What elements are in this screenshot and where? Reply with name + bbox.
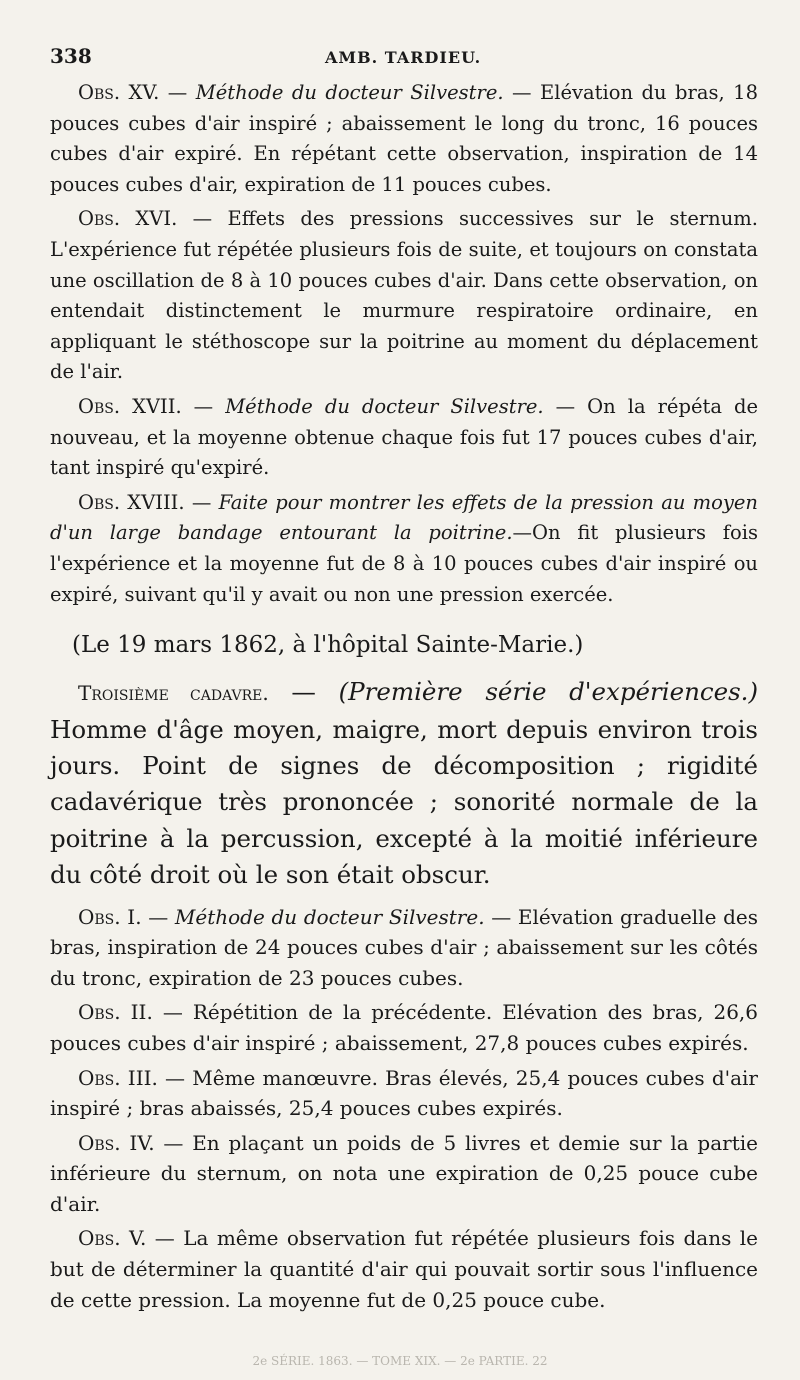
- observation-paragraph: Obs. III. — Même manœuvre. Bras élevés, 25,4 pouces cubes d'air inspiré ; bras abaissés, 25,4 pouces cubes expirés.: [50, 1065, 758, 1121]
- third-cadaver-paragraph: Troisième cadavre. — (Première série d'expériences.) Homme d'âge moyen, maigre, mort depuis environ trois jours. Point de signes de décomposition ; rigidité cadavérique très prononcée ; sonorité normale de la poitrine à la percussion, excepté à la moitié inférieure du côté droit où le son était obscur.: [50, 677, 759, 890]
- running-head: AMB. TARDIEU.: [325, 48, 482, 67]
- date-heading: (Le 19 mars 1862, à l'hôpital Sainte-Marie.): [72, 632, 584, 659]
- observation-paragraph: Obs. II. — Répétition de la précédente. Elévation des bras, 26,6 pouces cubes d'air inspiré ; abaissement, 27,8 pouces cubes expirés.: [50, 1000, 758, 1055]
- bleed-through-footer: 2e SÉRIE. 1863. — TOME XIX. — 2e PARTIE. 22: [252, 1354, 548, 1368]
- observation-paragraph: Obs. I. — Méthode du docteur Silvestre. — Elévation graduelle des bras, inspiration de 24 pouces cubes d'air ; abaissement sur les côtés du tronc, expiration de 23 pouces cubes.: [50, 904, 758, 990]
- observation-paragraph: Obs. V. — La même observation fut répétée plusieurs fois dans le but de déterminer la quantité d'air qui pouvait sortir sous l'influence de cette pression. La moyenne fut de 0,25 pouce cube.: [50, 1226, 758, 1312]
- page-number: 338: [50, 44, 92, 68]
- observation-paragraph: Obs. XVIII. — Faite pour montrer les effets de la pression au moyen d'un large bandage entourant la poitrine.—On fit plusieurs fois l'expérience et la moyenne fut de 8 à 10 pouces cubes d'air inspiré ou expiré, suivant qu'il y avait ou non une pression exercée.: [50, 490, 758, 606]
- observation-paragraph: Obs. XVII. — Méthode du docteur Silvestre. — On la répéta de nouveau, et la moyenne obtenue chaque fois fut 17 pouces cubes d'air, tant inspiré qu'expiré.: [50, 394, 758, 480]
- observation-paragraph: Obs. XV. — Méthode du docteur Silvestre. — Elévation du bras, 18 pouces cubes d'air inspiré ; abaissement le long du tronc, 16 pouces cubes d'air expiré. En répétant cette observation, inspiration de 14 pouces cubes d'air, expiration de 11 pouces cubes.: [50, 81, 758, 196]
- observations-section-1: [50, 78, 758, 610]
- observation-paragraph: Obs. XVI. — Effets des pressions successives sur le sternum. L'expérience fut répétée plusieurs fois de suite, et toujours on constata une oscillation de 8 à 10 pouces cubes d'air. Dans cette observation, on entendait distinctement le murmure respiratoire ordinaire, en appliquant le stéthoscope sur la poitrine au moment du déplacement de l'air.: [50, 207, 758, 384]
- observations-section-2: [50, 902, 758, 1316]
- observation-paragraph: Obs. IV. — En plaçant un poids de 5 livres et demie sur la partie inférieure du sternum, on nota une expiration de 0,25 pouce cube d'air.: [50, 1130, 758, 1216]
- page-header: [50, 44, 758, 68]
